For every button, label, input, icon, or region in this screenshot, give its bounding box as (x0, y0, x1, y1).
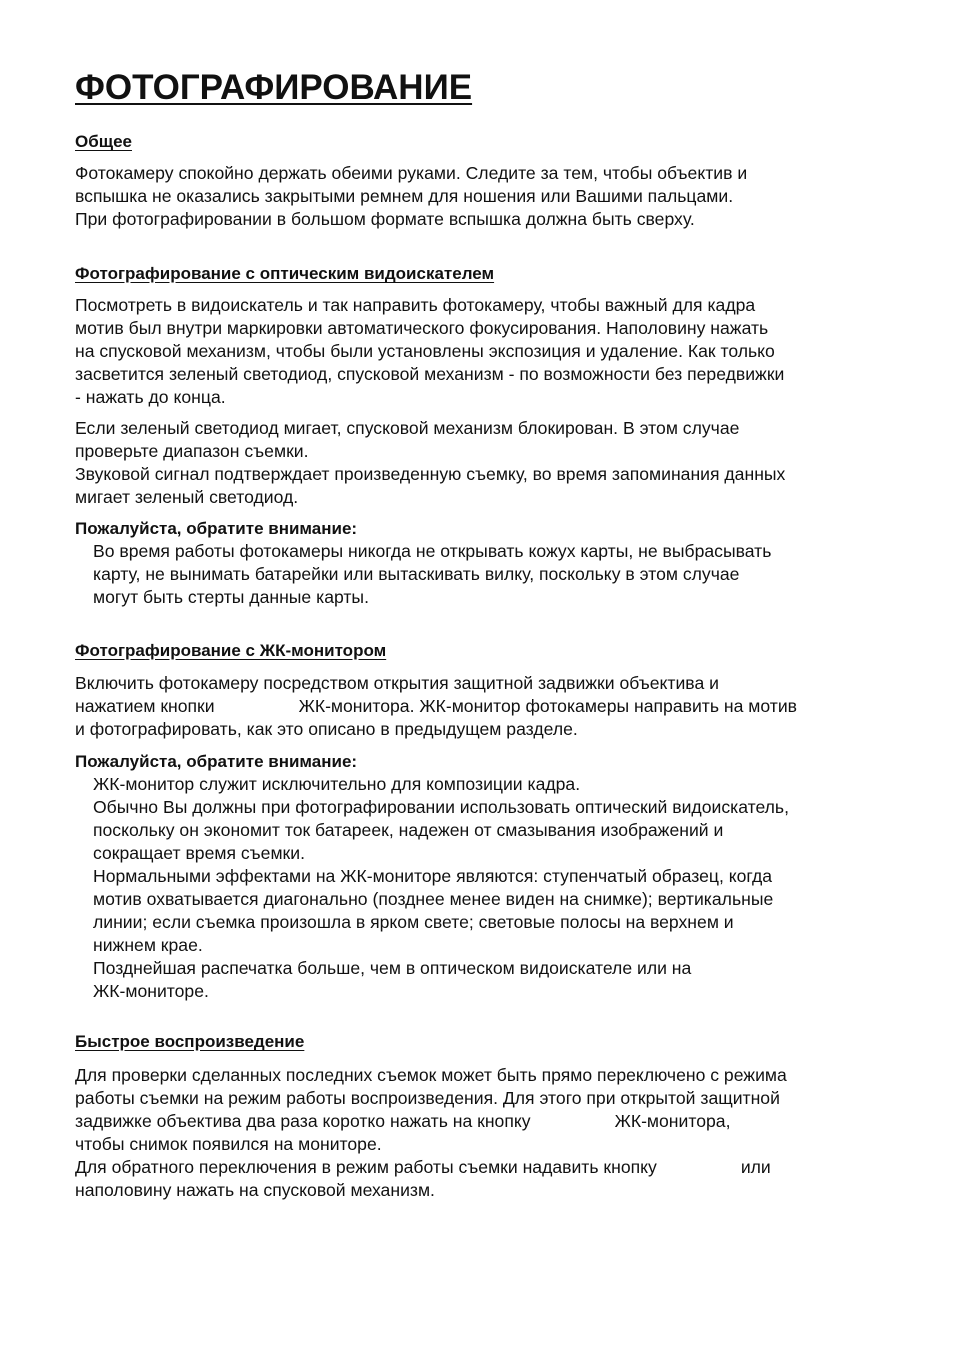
text-line: вспышка не оказались закрытыми ремнем для ношения или Вашими пальцами. (75, 186, 734, 206)
text-line: Во время работы фотокамеры никогда не открывать кожух карты, не выбрасывать (93, 541, 772, 561)
lcd-paragraph (75, 672, 797, 741)
text-line: карту, не вынимать батарейки или вытаскивать вилку, поскольку в этом случае (93, 564, 740, 584)
text-line: и фотографировать, как это описано в предыдущем разделе. (75, 719, 578, 739)
text-line: Звуковой сигнал подтверждает произведенную съемку, во время запоминания данных (75, 464, 786, 484)
note-label: Пожалуйста, обратите внимание: (75, 519, 358, 538)
text-line: ЖК-мониторе. (93, 981, 209, 1001)
text-line: чтобы снимок появился на мониторе. (75, 1134, 382, 1154)
text-line: линии; если съемка произошла в ярком свете; световые полосы на верхнем и (93, 912, 734, 932)
text-line (75, 695, 797, 718)
text-fragment: ЖК-монитора. ЖК-монитор фотокамеры направить на мотив (298, 696, 798, 716)
text-fragment: ЖК-монитора, (614, 1111, 731, 1131)
section-heading-lcd: Фотографирование с ЖК-монитором (75, 641, 387, 660)
viewfinder-paragraph-2 (75, 417, 785, 509)
text-line (75, 1110, 787, 1133)
text-line: поскольку он экономит ток батареек, надежен от смазывания изображений и (93, 820, 724, 840)
general-paragraph (75, 162, 747, 231)
text-line: ЖК-монитор служит исключительно для композиции кадра. (93, 774, 581, 794)
text-line: Посмотреть в видоискатель и так направить фотокамеру, чтобы важный для кадра (75, 295, 756, 315)
text-line: Если зеленый светодиод мигает, спусковой механизм блокирован. В этом случае (75, 418, 740, 438)
text-fragment: или (740, 1157, 771, 1177)
text-line: проверьте диапазон съемки. (75, 441, 309, 461)
text-line: мотив был внутри маркировки автоматического фокусирования. Наполовину нажать (75, 318, 769, 338)
playback-paragraph (75, 1064, 787, 1202)
text-line: могут быть стерты данные карты. (93, 587, 369, 607)
viewfinder-paragraph-1 (75, 294, 784, 409)
section-heading-general: Общее (75, 132, 132, 151)
text-line: наполовину нажать на спусковой механизм. (75, 1180, 435, 1200)
text-line: Обычно Вы должны при фотографировании использовать оптический видоискатель, (93, 797, 789, 817)
text-line: мигает зеленый светодиод. (75, 487, 299, 507)
text-line (75, 1156, 787, 1179)
lcd-note (93, 773, 789, 1003)
text-line: - нажать до конца. (75, 387, 226, 407)
text-line: нижнем крае. (93, 935, 203, 955)
viewfinder-note (93, 540, 771, 609)
text-line: Фотокамеру спокойно держать обеими руками. Следите за тем, чтобы объектив и (75, 163, 748, 183)
text-line: При фотографировании в большом формате вспышка должна быть сверху. (75, 209, 695, 229)
page-title: ФОТОГРАФИРОВАНИЕ (75, 68, 473, 107)
section-heading-viewfinder: Фотографирование с оптическим видоискателем (75, 264, 495, 283)
text-line: на спусковой механизм, чтобы были установлены экспозиция и удаление. Как только (75, 341, 775, 361)
text-fragment: задвижке объектива два раза коротко нажать на кнопку (75, 1111, 531, 1131)
text-line: мотив охватывается диагонально (позднее менее виден на снимке); вертикальные (93, 889, 774, 909)
section-heading-playback: Быстрое воспроизведение (75, 1032, 305, 1051)
text-fragment: нажатием кнопки (75, 696, 215, 716)
text-line: засветится зеленый светодиод, спусковой механизм - по возможности без передвижки (75, 364, 785, 384)
text-line: сокращает время съемки. (93, 843, 305, 863)
text-line: Включить фотокамеру посредством открытия защитной задвижки объектива и (75, 673, 719, 693)
text-line: Позднейшая распечатка больше, чем в оптическом видоискателе или на (93, 958, 692, 978)
text-line: работы съемки на режим работы воспроизведения. Для этого при открытой защитной (75, 1088, 780, 1108)
text-line: Нормальными эффектами на ЖК-мониторе являются: ступенчатый образец, когда (93, 866, 773, 886)
text-line: Для проверки сделанных последних съемок может быть прямо переключено с режима (75, 1065, 787, 1085)
text-fragment: Для обратного переключения в режим работы съемки надавить кнопку (75, 1157, 657, 1177)
note-label: Пожалуйста, обратите внимание: (75, 752, 358, 771)
